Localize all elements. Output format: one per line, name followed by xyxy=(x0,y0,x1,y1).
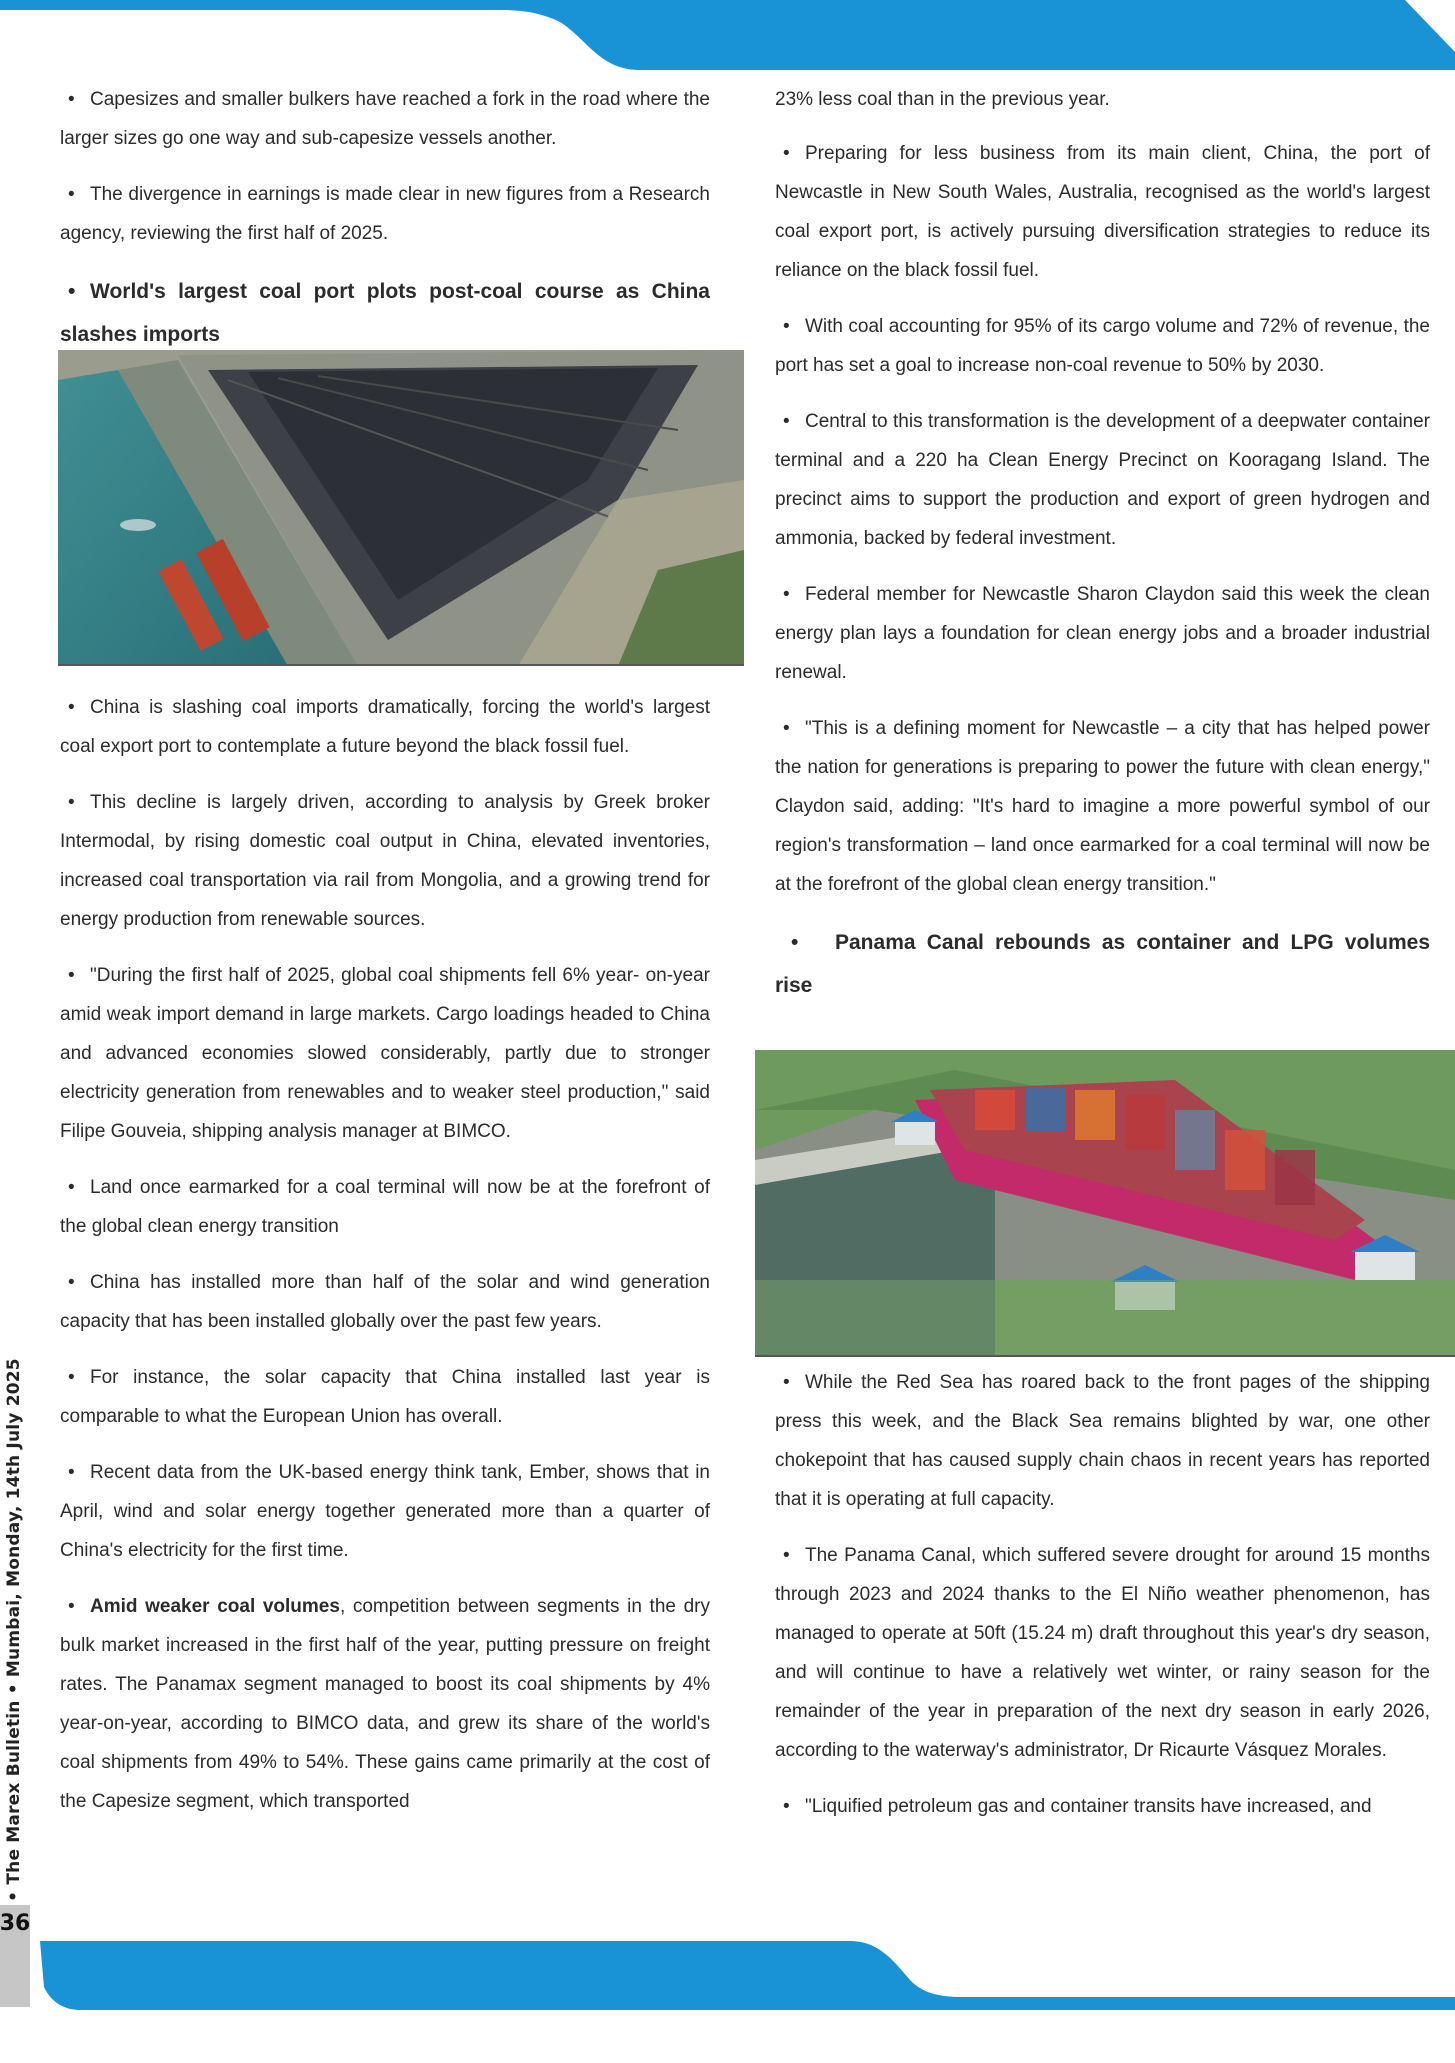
publication-side-label xyxy=(0,1320,32,1940)
paragraph: • The divergence in earnings is made clear in new figures from a Research agency, reviewing the first half of 2025. xyxy=(60,184,710,244)
panama-canal-photo xyxy=(755,1050,1455,1357)
paragraph: • This decline is largely driven, according to analysis by Greek broker Intermodal, by rising domestic coal output in China, elevated inventories, increased coal transportation via rail from Mongolia, and a growing trend for energy production from renewable sources. xyxy=(60,792,710,930)
paragraph: • While the Red Sea has roared back to the front pages of the shipping press this week, and the Black Sea remains blighted by war, one other chokepoint that has caused supply chain chaos in recent years has reported that it is operating at full capacity. xyxy=(775,1372,1430,1510)
paragraph: • The Panama Canal, which suffered severe drought for around 15 months through 2023 and 2024 thanks to the El Niño weather phenomenon, has managed to operate at 50ft (15.24 m) draft throughout this year's dry season, and will continue to have a relatively wet winter, or rainy season for the remainder of the year in preparation of the next dry season in early 2026, according to the waterway's administrator, Dr Ricaurte Vásquez Morales. xyxy=(775,1545,1430,1761)
paragraph: • For instance, the solar capacity that China installed last year is comparable to what the European Union has overall. xyxy=(60,1367,710,1427)
paragraph: • China has installed more than half of the solar and wind generation capacity that has been installed globally over the past few years. xyxy=(60,1272,710,1332)
article-heading-panama-canal: • Panama Canal rebounds as container and LPG volumes rise xyxy=(775,931,1430,997)
footer-band xyxy=(0,1935,1455,2010)
paragraph: • Federal member for Newcastle Sharon Claydon said this week the clean energy plan lays a foundation for clean energy jobs and a broader industrial renewal. xyxy=(775,584,1430,683)
paragraph: • "Liquified petroleum gas and container transits have increased, and xyxy=(783,1796,1372,1817)
paragraph: 23% less coal than in the previous year. xyxy=(775,89,1110,110)
left-column xyxy=(60,80,710,1838)
right-column xyxy=(775,80,1430,1843)
paragraph: • Preparing for less business from its main client, China, the port of Newcastle in New South Wales, Australia, recognised as the world's largest coal export port, is actively pursuing diversification strategies to reduce its reliance on the black fossil fuel. xyxy=(775,143,1430,281)
paragraph: • Recent data from the UK-based energy think tank, Ember, shows that in April, wind and solar energy together generated more than a quarter of China's electricity for the first time. xyxy=(60,1462,710,1561)
paragraph: • Amid weaker coal volumes, competition between segments in the dry bulk market increased in the first half of the year, putting pressure on freight rates. The Panamax segment managed to boost its coal shipments by 4% year-on-year, according to BIMCO data, and grew its share of the world's coal shipments from 49% to 54%. These gains came primarily at the cost of the Capesize segment, which transported xyxy=(60,1596,710,1812)
paragraph: • "This is a defining moment for Newcastle – a city that has helped power the nation for generations is preparing to power the future with clean energy," Claydon said, adding: "It's hard to imagine a more powerful symbol of our region's transformation – land once earmarked for a coal terminal will now be at the forefront of the global clean energy transition." xyxy=(775,718,1430,895)
header-band xyxy=(0,0,1455,70)
page-number: 36 xyxy=(0,1910,31,1936)
paragraph: • Capesizes and smaller bulkers have reached a fork in the road where the larger sizes go one way and sub-capesize vessels another. xyxy=(60,89,710,149)
paragraph: • With coal accounting for 95% of its cargo volume and 72% of revenue, the port has set a goal to increase non-coal revenue to 50% by 2030. xyxy=(775,316,1430,376)
article-heading-coal-port: • World's largest coal port plots post-coal course as China slashes imports xyxy=(60,280,710,346)
paragraph: • Central to this transformation is the development of a deepwater container terminal and a 220 ha Clean Energy Precinct on Kooragang Island. The precinct aims to support the production and export of green hydrogen and ammonia, backed by federal investment. xyxy=(775,411,1430,549)
side-label-text: • The Marex Bulletin • Mumbai, Monday, 14th July 2025 xyxy=(4,1358,25,1902)
coal-port-photo xyxy=(58,350,744,666)
paragraph: • "During the first half of 2025, global coal shipments fell 6% year- on-year amid weak import demand in large markets. Cargo loadings headed to China and advanced economies slowed considerably, partly due to stronger electricity generation from renewables and to weaker steel production," said Filipe Gouveia, shipping analysis manager at BIMCO. xyxy=(60,965,710,1142)
paragraph: • Land once earmarked for a coal terminal will now be at the forefront of the global clean energy transition xyxy=(60,1177,710,1237)
paragraph: • China is slashing coal imports dramatically, forcing the world's largest coal export port to contemplate a future beyond the black fossil fuel. xyxy=(60,697,710,757)
